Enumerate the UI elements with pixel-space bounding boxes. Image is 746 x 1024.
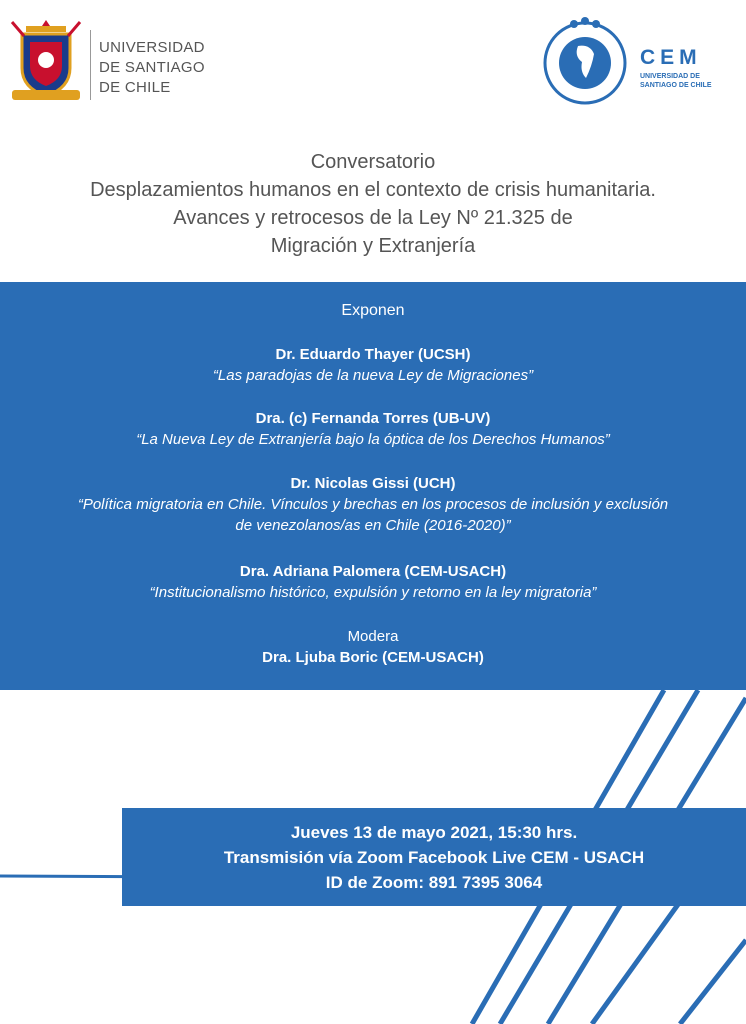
speaker-item [0,408,746,450]
speaker-item [0,344,746,386]
speakers-panel [0,282,746,690]
speaker-talk: “Política migratoria en Chile. Vínculos y brechas en los procesos de inclusión y exclusión [77,496,669,513]
event-stream: Transmisión vía Zoom Facebook Live CEM - USACH [223,848,645,867]
header [0,0,746,140]
cem-subtitle [640,72,712,90]
title-line: Avances y retrocesos de la Ley Nº 21.325 de [173,207,573,229]
moderator-label: Modera [347,628,399,645]
speaker-talk-continued: de venezolanos/as en Chile (2016-2020)” [235,517,511,534]
event-title [0,148,746,260]
speaker-talk: “Las paradojas de la nueva Ley de Migraciones” [212,367,534,384]
title-line: Migración y Extranjería [270,235,476,257]
usach-name-line: DE CHILE [99,79,171,96]
cem-subtitle-line: UNIVERSIDAD DE [640,73,700,80]
usach-name-line: DE SANTIAGO [99,59,205,76]
speaker-name: Dr. Eduardo Thayer (UCSH) [275,346,471,363]
speaker-talk: “Institucionalismo histórico, expulsión y retorno en la ley migratoria” [149,584,597,601]
moderator [0,626,746,668]
title-line: Desplazamientos humanos en el contexto de crisis humanitaria. [90,179,656,201]
speaker-name: Dra. Adriana Palomera (CEM-USACH) [239,563,507,580]
cem-title: CEM [640,46,702,69]
usach-name-line: UNIVERSIDAD [99,39,205,56]
logo-divider [90,30,91,100]
zoom-id: ID de Zoom: 891 7395 3064 [325,873,543,892]
usach-shield-logo [8,16,84,104]
cem-globe-logo [540,16,630,106]
speaker-name: Dr. Nicolas Gissi (UCH) [290,475,456,492]
speaker-item [0,473,746,536]
speaker-item [0,561,746,603]
moderator-name: Dra. Ljuba Boric (CEM-USACH) [262,649,484,666]
speaker-name: Dra. (c) Fernanda Torres (UB-UV) [255,410,491,427]
event-date: Jueves 13 de mayo 2021, 15:30 hrs. [290,823,578,842]
cem-subtitle-line: SANTIAGO DE CHILE [640,82,712,89]
title-line: Conversatorio [310,151,436,173]
speakers-heading: Exponen [341,302,405,319]
speaker-talk: “La Nueva Ley de Extranjería bajo la óptica de los Derechos Humanos” [136,431,610,448]
usach-name [99,38,205,98]
event-info-box [122,808,746,906]
